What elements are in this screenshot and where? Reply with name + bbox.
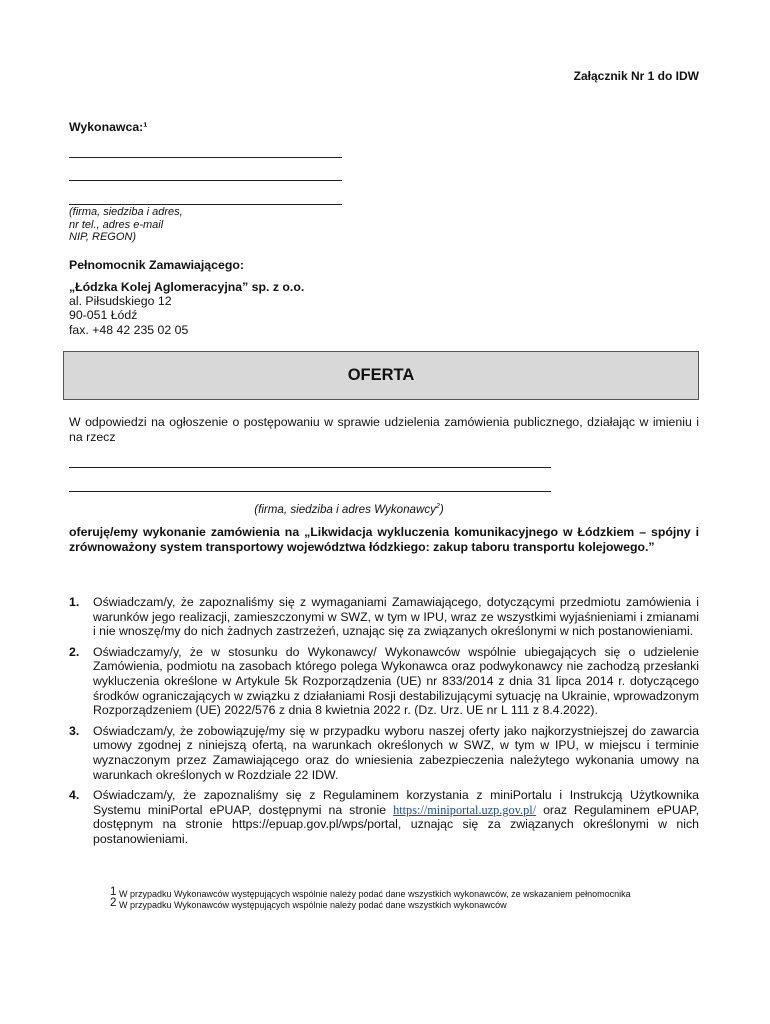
offer-title: OFERTA bbox=[347, 366, 415, 385]
contractor-fill-line bbox=[69, 157, 342, 158]
proxy-fax: fax. +48 42 235 02 05 bbox=[69, 322, 189, 337]
declaration-item bbox=[69, 645, 699, 718]
proxy-label: Pełnomocnik Zamawiającego: bbox=[69, 258, 244, 272]
declaration-item bbox=[69, 788, 699, 846]
declaration-number: 1. bbox=[69, 595, 80, 609]
declaration-item bbox=[69, 595, 699, 639]
declaration-text: oraz Regulaminem ePUAP, dostępnym na stronie https://epuap.gov.pl/wps/portal, uznając się za związanych określonymi w nich postanowieniami. bbox=[93, 802, 699, 846]
footnote-ref: 2 bbox=[435, 503, 440, 510]
attachment-label: Załącznik Nr 1 do IDW bbox=[573, 69, 699, 83]
contractor-name-fill-line bbox=[69, 491, 551, 492]
declaration-text: Oświadczam/y, że zobowiązuję/my się w przypadku wyboru naszej oferty jako najkorzystniejszej do zawarcia umowy zgodnej z niniejszą ofertą, na warunkach określonych w SWZ, w tym w IPU, w miejscu i terminie wyznaczonym przez Zamawiającego oraz do wniesienia zabezpieczenia należytego wykonania umowy na warunkach określonych w Rozdziale 22 IDW. bbox=[93, 723, 699, 782]
proxy-street: al. Piłsudskiego 12 bbox=[69, 294, 172, 309]
contractor-note-line: NIP, REGON) bbox=[69, 231, 137, 244]
footnote-mark: 2 bbox=[110, 897, 117, 909]
footnotes bbox=[110, 886, 700, 911]
contractor-note bbox=[69, 206, 183, 244]
offer-title-box bbox=[63, 351, 699, 400]
footnote-text: W przypadku Wykonawców występujących wspólnie należy podać dane wszystkich wykonawców, ze wskazaniem pełnomocnika bbox=[119, 889, 631, 899]
declaration-text: Oświadczamy/y, że w stosunku do Wykonawcy/ Wykonawców wspólnie ubiegających się o udzielenie Zamówienia, podmiotu na zasobach którego polega Wykonawca oraz podwykonawcy nie zachodzą przesłanki wykluczenia określone w Artykule 5k Rozporządzenia (UE) nr 833/2014 z dnia 31 lipca 2014 r. dotyczącego środków ograniczających w związku z działaniami Rosji destabilizującymi sytuację na Ukrainie, wprowadzonym Rozporządzeniem (UE) 2022/576 z dnia 8 kwietnia 2022 r. (Dz. Urz. UE nr L 111 z 8.4.2022). bbox=[93, 644, 699, 718]
footnote-text: W przypadku Wykonawców występujących wspólnie należy podać dane wszystkich wykonawców bbox=[119, 900, 507, 910]
proxy-city: 90-051 Łódź bbox=[69, 308, 138, 323]
declaration-number: 3. bbox=[69, 723, 80, 738]
proxy-name: „Łódzka Kolej Aglomeracyjna” sp. z o.o. bbox=[69, 280, 305, 294]
footnote bbox=[110, 897, 700, 911]
footnote bbox=[110, 886, 700, 900]
proxy-address bbox=[69, 280, 304, 337]
miniportal-link[interactable]: https://miniportal.uzp.gov.pl/ bbox=[393, 802, 537, 817]
offer-statement: oferuję/emy wykonanie zamówienia na „Likwidacja wykluczenia komunikacyjnego w Łódzkiem – spójny i zrównoważony system transportowy województwa łódzkiego: zakup taboru transportu kolejowego.” bbox=[69, 525, 699, 554]
footnote-mark: 1 bbox=[110, 886, 117, 898]
contractor-note-line: (firma, siedziba i adres, bbox=[69, 206, 183, 218]
contractor-name-fill-line bbox=[69, 467, 551, 468]
declarations-list bbox=[69, 595, 699, 853]
offer-intro: W odpowiedzi na ogłoszenie o postępowaniu w sprawie udzielenia zamówienia publicznego, działając w imieniu i na rzecz bbox=[69, 415, 699, 444]
contractor-note-line: nr tel., adres e-mail bbox=[69, 218, 164, 231]
contractor-caption bbox=[69, 500, 629, 517]
declaration-number: 2. bbox=[69, 644, 80, 659]
declaration-text: Oświadczam/y, że zapoznaliśmy się z wymaganiami Zamawiającego, dotyczącymi przedmiotu zamówienia i warunków jego realizacji, zamieszczonymi w SWZ, w tym w IPU, wraz ze wszystkimi wyjaśnieniami i zmianami i nie wnoszę/my do nich żadnych zastrzeżeń, uznając się za związanych określonymi w nich postanowieniami. bbox=[93, 595, 699, 639]
declaration-item bbox=[69, 724, 699, 782]
contractor-label: Wykonawca:¹ bbox=[69, 120, 148, 134]
contractor-fill-line bbox=[69, 180, 342, 181]
contractor-caption-end: ) bbox=[439, 502, 444, 516]
contractor-fill-line bbox=[69, 204, 342, 205]
declaration-number: 4. bbox=[69, 788, 80, 803]
contractor-caption-text: (firma, siedziba i adres Wykonawcy bbox=[254, 502, 436, 516]
declaration-text: Oświadczam/y, że zapoznaliśmy się z Regulaminem korzystania z miniPortalu i Instrukcją Użytkownika Systemu miniPortal ePUAP, dostępnymi na stronie bbox=[93, 788, 699, 817]
